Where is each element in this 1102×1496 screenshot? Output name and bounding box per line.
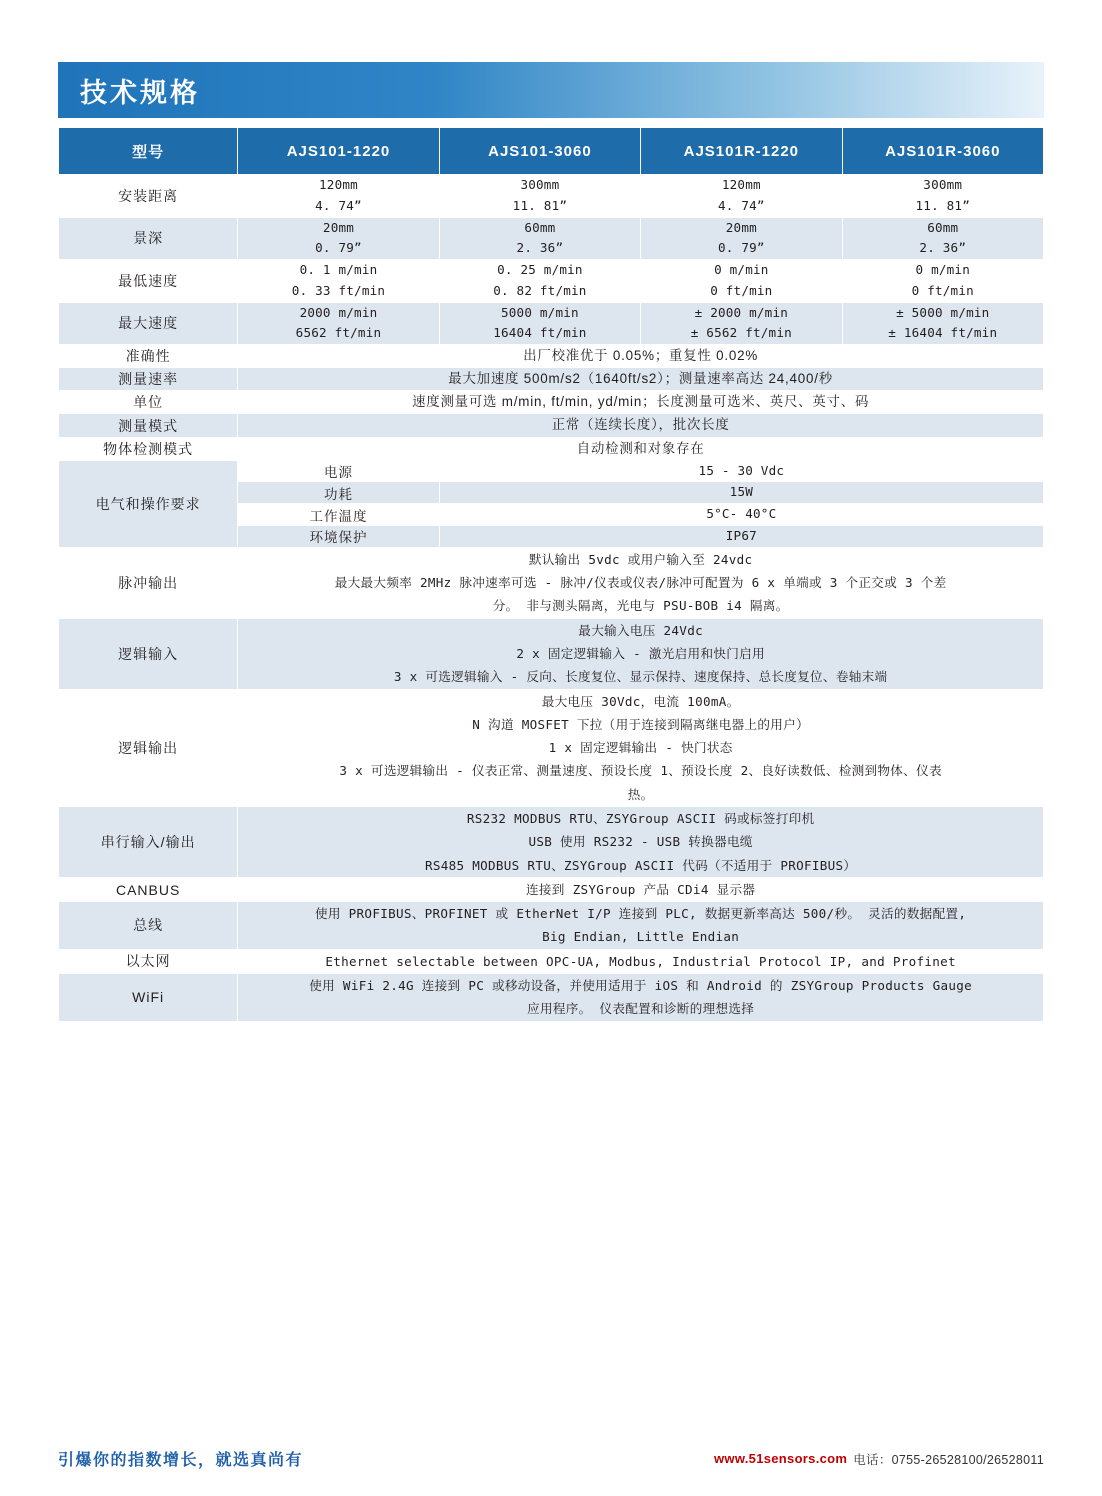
row-value: 最大电压 30Vdc，电流 100mA。 N 沟道 MOSFET 下拉（用于连接到隔离继电器上的用户） 1 x 固定逻辑输出 - 快门状态 3 x 可选逻辑输出 - 仪表正常、测量速度、预设长度 1、预设长度 2、良好读数低、检测到物体、仪表 热。 <box>238 689 1044 806</box>
row-value: 正常（连续长度），批次长度 <box>238 414 1044 437</box>
header-cell-ajs101r-1220: AJS101R-1220 <box>641 128 842 175</box>
table-row <box>59 949 1044 973</box>
row-value: 最大输入电压 24Vdc 2 x 固定逻辑输入 - 激光启用和快门启用 3 x 可选逻辑输入 - 反向、长度复位、显示保持、速度保持、总长度复位、卷轴末端 <box>238 618 1044 689</box>
page-title: 技术规格 <box>80 77 200 108</box>
row-value: 20mm 0. 79” <box>641 217 842 260</box>
sub-label-protection: 环境保护 <box>238 525 439 547</box>
table-row <box>59 807 1044 878</box>
table-row <box>59 547 1044 618</box>
row-label-electrical: 电气和操作要求 <box>59 460 238 547</box>
row-value: 最大加速度 500m/s2（1640ft/s2）；测量速率高达 24,400/秒 <box>238 368 1044 391</box>
row-value: 15W <box>439 482 1043 504</box>
header-cell-model: 型号 <box>59 128 238 175</box>
row-label: 以太网 <box>59 949 238 973</box>
table-row <box>59 345 1044 368</box>
row-value: 使用 PROFIBUS、PROFINET 或 EtherNet I/P 连接到 PLC, 数据更新率高达 500/秒。 灵活的数据配置, Big Endian, Little Endian <box>238 902 1044 950</box>
footer-slogan: 引爆你的指数增长，就选真尚有 <box>58 1452 304 1469</box>
footer-contact <box>714 1450 1044 1468</box>
row-value: IP67 <box>439 525 1043 547</box>
row-value: 0. 1 m/min 0. 33 ft/min <box>238 260 439 303</box>
table-row <box>59 175 1044 218</box>
footer-website[interactable]: www.51sensors.com <box>714 1451 848 1466</box>
row-value: 5°C- 40°C <box>439 504 1043 526</box>
table-header-row <box>59 128 1044 175</box>
table-row <box>59 437 1044 460</box>
row-value: 60mm 2. 36” <box>842 217 1043 260</box>
header-cell-ajs101-1220: AJS101-1220 <box>238 128 439 175</box>
table-row <box>59 618 1044 689</box>
row-label: 最低速度 <box>59 260 238 303</box>
table-row <box>59 689 1044 806</box>
table-row <box>59 368 1044 391</box>
table-row <box>59 877 1044 901</box>
row-label: 最大速度 <box>59 302 238 345</box>
row-label: 脉冲输出 <box>59 547 238 618</box>
sub-label-consumption: 功耗 <box>238 482 439 504</box>
row-label: 串行输入/输出 <box>59 807 238 878</box>
row-value: 20mm 0. 79” <box>238 217 439 260</box>
row-value: 120mm 4. 74” <box>238 175 439 218</box>
row-value: 连接到 ZSYGroup 产品 CDi4 显示器 <box>238 877 1044 901</box>
row-value: Ethernet selectable between OPC-UA, Modbus, Industrial Protocol IP, and Profinet <box>238 949 1044 973</box>
row-value: 120mm 4. 74” <box>641 175 842 218</box>
row-label: 安装距离 <box>59 175 238 218</box>
row-label: 准确性 <box>59 345 238 368</box>
row-label: 景深 <box>59 217 238 260</box>
table-row <box>59 902 1044 950</box>
header-cell-ajs101r-3060: AJS101R-3060 <box>842 128 1043 175</box>
table-row <box>59 217 1044 260</box>
header-cell-ajs101-3060: AJS101-3060 <box>439 128 640 175</box>
page-title-banner <box>58 62 1044 118</box>
footer-phone: 电话：0755-26528100/26528011 <box>853 1452 1044 1467</box>
row-label: WiFi <box>59 974 238 1022</box>
row-label: 单位 <box>59 391 238 414</box>
row-label: 测量速率 <box>59 368 238 391</box>
row-value: 60mm 2. 36” <box>439 217 640 260</box>
page-footer <box>58 1447 1044 1470</box>
row-value: 15 - 30 Vdc <box>439 460 1043 482</box>
row-value: 5000 m/min 16404 ft/min <box>439 302 640 345</box>
row-label: 测量模式 <box>59 414 238 437</box>
row-value: 0 m/min 0 ft/min <box>842 260 1043 303</box>
row-value: 300mm 11. 81” <box>842 175 1043 218</box>
row-label: 物体检测模式 <box>59 437 238 460</box>
table-row <box>59 460 1044 482</box>
row-value: 0 m/min 0 ft/min <box>641 260 842 303</box>
row-value: 使用 WiFi 2.4G 连接到 PC 或移动设备，并使用适用于 iOS 和 Android 的 ZSYGroup Products Gauge 应用程序。 仪表配置和诊断的理想选择 <box>238 974 1044 1022</box>
row-label: 逻辑输出 <box>59 689 238 806</box>
row-value: RS232 MODBUS RTU、ZSYGroup ASCII 码或标签打印机 USB 使用 RS232 - USB 转换器电缆 RS485 MODBUS RTU、ZSYGroup ASCII 代码（不适用于 PROFIBUS） <box>238 807 1044 878</box>
row-value: 0. 25 m/min 0. 82 ft/min <box>439 260 640 303</box>
row-value: 出厂校准优于 0.05%；重复性 0.02% <box>238 345 1044 368</box>
row-value: 默认输出 5vdc 或用户输入至 24vdc 最大最大频率 2MHz 脉冲速率可选 - 脉冲/仪表或仪表/脉冲可配置为 6 x 单端或 3 个正交或 3 个差 分。 非与测头隔离，光电与 PSU-BOB i4 隔离。 <box>238 547 1044 618</box>
table-row <box>59 391 1044 414</box>
sub-label-temperature: 工作温度 <box>238 504 439 526</box>
row-value: 自动检测和对象存在 <box>238 437 1044 460</box>
row-value: 速度测量可选 m/min, ft/min, yd/min；长度测量可选米、英尺、英寸、码 <box>238 391 1044 414</box>
specification-table <box>58 127 1044 1022</box>
row-value: ± 5000 m/min ± 16404 ft/min <box>842 302 1043 345</box>
row-value: ± 2000 m/min ± 6562 ft/min <box>641 302 842 345</box>
sub-label-power: 电源 <box>238 460 439 482</box>
table-row <box>59 974 1044 1022</box>
row-label: 总线 <box>59 902 238 950</box>
row-value: 300mm 11. 81” <box>439 175 640 218</box>
table-row <box>59 302 1044 345</box>
row-label: 逻辑输入 <box>59 618 238 689</box>
row-label: CANBUS <box>59 877 238 901</box>
row-value: 2000 m/min 6562 ft/min <box>238 302 439 345</box>
table-row <box>59 260 1044 303</box>
table-row <box>59 414 1044 437</box>
